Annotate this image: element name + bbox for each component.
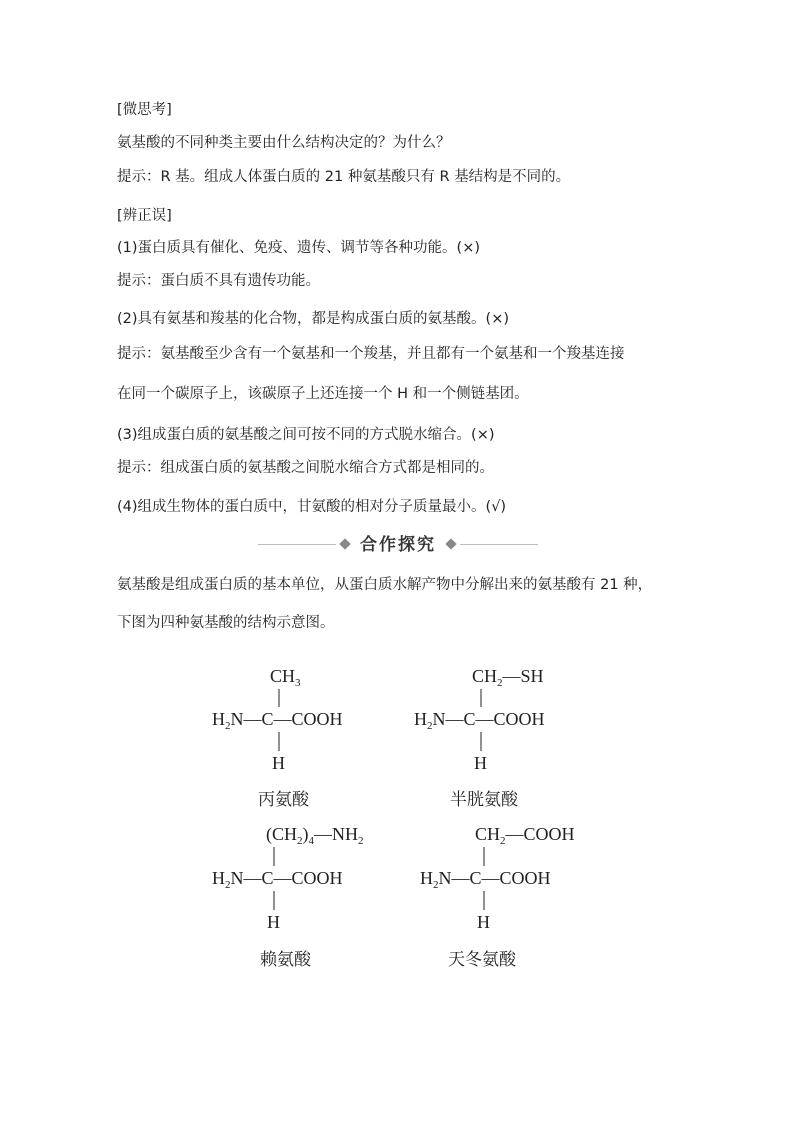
side-chain: $(CH_2)_4—NH_2$ xyxy=(266,824,364,847)
amino-name: 半胱氨酸 xyxy=(450,790,518,810)
amino-acid-structures-figure xyxy=(200,655,600,975)
amino-aspartic-acid xyxy=(420,824,575,970)
amino-alanine xyxy=(212,666,343,810)
backbone: $H_2N—C—COOH$ xyxy=(420,868,551,891)
intro-line-2: 下图为四种氨基酸的结构示意图。 xyxy=(117,615,335,631)
section-title xyxy=(258,533,538,557)
amino-name: 丙氨酸 xyxy=(258,790,309,810)
judge-header: [辨正误] xyxy=(117,208,172,224)
hydrogen: H xyxy=(477,912,490,932)
diamond-icon xyxy=(339,538,350,549)
section-divider-left xyxy=(258,544,336,545)
amino-name: 天冬氨酸 xyxy=(448,950,516,970)
hydrogen: H xyxy=(474,753,487,773)
section-title-text: 合作探究 xyxy=(360,535,436,555)
hydrogen: H xyxy=(272,753,285,773)
backbone: $H_2N—C—COOH$ xyxy=(212,868,343,891)
judge-statement-1: (1)蛋白质具有催化、免疫、遗传、调节等各种功能。(×) xyxy=(117,240,481,256)
backbone: $H_2N—C—COOH$ xyxy=(212,709,343,732)
diamond-icon xyxy=(445,538,456,549)
side-chain: $CH_2—SH$ xyxy=(472,666,544,689)
judge-hint-2-line-2: 在同一个碳原子上，该碳原子上还连接一个 H 和一个侧链基团。 xyxy=(117,386,529,402)
backbone: $H_2N—C—COOH$ xyxy=(414,709,545,732)
judge-hint-3: 提示：组成蛋白质的氨基酸之间脱水缩合方式都是相同的。 xyxy=(117,460,494,476)
judge-statement-2: (2)具有氨基和羧基的化合物，都是构成蛋白质的氨基酸。(×) xyxy=(117,311,510,327)
amino-cysteine xyxy=(414,666,545,810)
amino-lysine xyxy=(212,824,364,970)
section-divider-right xyxy=(460,544,538,545)
think-question: 氨基酸的不同种类主要由什么结构决定的？为什么？ xyxy=(117,135,451,151)
side-chain: $CH_2—COOH$ xyxy=(475,824,575,847)
amino-name: 赖氨酸 xyxy=(260,950,311,970)
judge-hint-1: 提示：蛋白质不具有遗传功能。 xyxy=(117,273,320,289)
think-hint: 提示：R 基。组成人体蛋白质的 21 种氨基酸只有 R 基结构是不同的。 xyxy=(117,169,571,185)
judge-statement-4: (4)组成生物体的蛋白质中，甘氨酸的相对分子质量最小。(√) xyxy=(117,499,507,515)
hydrogen: H xyxy=(267,912,280,932)
intro-line-1: 氨基酸是组成蛋白质的基本单位，从蛋白质水解产物中分解出来的氨基酸有 21 种， xyxy=(117,577,653,593)
judge-hint-2-line-1: 提示：氨基酸至少含有一个氨基和一个羧基，并且都有一个氨基和一个羧基连接 xyxy=(117,346,625,362)
think-header: [微思考] xyxy=(117,102,172,118)
side-chain: $CH_3$ xyxy=(270,666,301,689)
judge-statement-3: (3)组成蛋白质的氨基酸之间可按不同的方式脱水缩合。(×) xyxy=(117,427,495,443)
